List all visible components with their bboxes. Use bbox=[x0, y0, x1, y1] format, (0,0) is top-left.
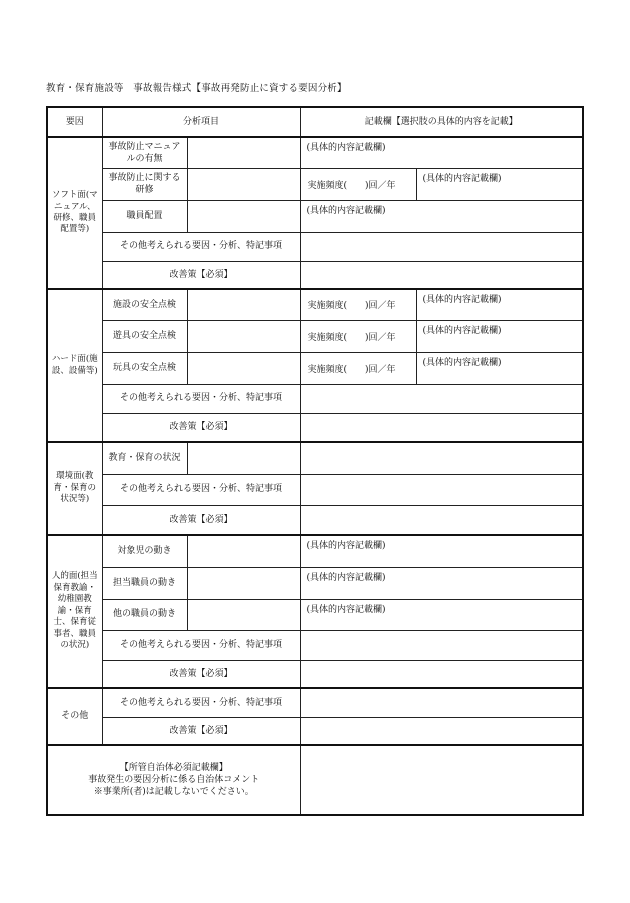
soft-staffing-detail[interactable] bbox=[300, 200, 583, 232]
soft-training-frequency[interactable]: 実施頻度( )回／年 bbox=[300, 168, 416, 200]
other-improve-input[interactable] bbox=[300, 717, 583, 745]
hard-other-label: その他考えられる要因・分析、特記事項 bbox=[102, 384, 300, 413]
human-improve-input[interactable] bbox=[300, 660, 583, 688]
detail-label: (具体的内容記載欄) bbox=[306, 143, 386, 153]
soft-row-manual bbox=[47, 137, 583, 168]
hard-facility-frequency[interactable]: 実施頻度( )回／年 bbox=[300, 289, 416, 320]
hard-toys-detail[interactable] bbox=[416, 352, 583, 384]
soft-training-detail[interactable] bbox=[416, 168, 583, 200]
hard-facility-detail[interactable] bbox=[416, 289, 583, 320]
hard-item-playground: 遊具の安全点検 bbox=[102, 320, 187, 352]
env-other-input[interactable] bbox=[300, 474, 583, 505]
hard-toys-frequency[interactable]: 実施頻度( )回／年 bbox=[300, 352, 416, 384]
soft-staffing-select[interactable] bbox=[187, 200, 300, 232]
human-others-select[interactable] bbox=[187, 599, 300, 630]
human-staff-select[interactable] bbox=[187, 567, 300, 599]
detail-label: (具体的内容記載欄) bbox=[306, 604, 386, 615]
human-row-other bbox=[47, 630, 583, 660]
hard-row-improve bbox=[47, 413, 583, 442]
other-other-input[interactable] bbox=[300, 688, 583, 717]
hard-row-playground bbox=[47, 320, 583, 352]
hard-toys-select[interactable] bbox=[187, 352, 300, 384]
other-row-improve bbox=[47, 717, 583, 745]
detail-label: (具体的内容記載欄) bbox=[306, 205, 386, 216]
other-factor-label: その他 bbox=[47, 688, 102, 745]
soft-improve-label: 改善策【必須】 bbox=[102, 261, 300, 289]
soft-improve-input[interactable] bbox=[300, 261, 583, 289]
other-other-label: その他考えられる要因・分析、特記事項 bbox=[102, 688, 300, 717]
detail-label: (具体的内容記載欄) bbox=[422, 295, 502, 305]
hard-factor-label: ハード面(施設、設備等) bbox=[47, 289, 102, 442]
human-other-label: その他考えられる要因・分析、特記事項 bbox=[102, 630, 300, 660]
municipality-label bbox=[47, 745, 300, 815]
human-improve-label: 改善策【必須】 bbox=[102, 660, 300, 688]
human-item-child: 対象児の動き bbox=[102, 535, 187, 567]
soft-training-select[interactable] bbox=[187, 168, 300, 200]
human-child-select[interactable] bbox=[187, 535, 300, 567]
hard-playground-frequency[interactable]: 実施頻度( )回／年 bbox=[300, 320, 416, 352]
other-row-other bbox=[47, 688, 583, 717]
hard-facility-select[interactable] bbox=[187, 289, 300, 320]
human-child-detail[interactable] bbox=[300, 535, 583, 567]
other-improve-label: 改善策【必須】 bbox=[102, 717, 300, 745]
human-row-others bbox=[47, 599, 583, 630]
human-row-child bbox=[47, 535, 583, 567]
municipality-comment-input[interactable] bbox=[300, 745, 583, 815]
env-improve-input[interactable] bbox=[300, 505, 583, 535]
detail-label: (具体的内容記載欄) bbox=[422, 325, 502, 336]
env-factor-label: 環境面(教育・保育の状況等) bbox=[47, 442, 102, 535]
header-analysis-items: 分析項目 bbox=[102, 107, 300, 137]
soft-item-staffing: 職員配置 bbox=[102, 200, 187, 232]
env-row-other bbox=[47, 474, 583, 505]
header-row bbox=[47, 107, 583, 137]
env-improve-label: 改善策【必須】 bbox=[102, 505, 300, 535]
soft-other-input[interactable] bbox=[300, 232, 583, 261]
human-others-detail[interactable] bbox=[300, 599, 583, 630]
env-status-detail[interactable] bbox=[300, 442, 583, 474]
human-factor-label: 人的面(担当保育教諭・幼稚園教諭・保育士、保育従事者、職員の状況) bbox=[47, 535, 102, 688]
header-entry-column: 記載欄【選択肢の具体的内容を記載】 bbox=[300, 107, 583, 137]
document-title: 教育・保育施設等 事故報告様式【事故再発防止に資する要因分析】 bbox=[46, 83, 347, 94]
soft-item-training: 事故防止に関する研修 bbox=[102, 168, 187, 200]
human-row-improve bbox=[47, 660, 583, 688]
hard-playground-detail[interactable] bbox=[416, 320, 583, 352]
detail-label: (具体的内容記載欄) bbox=[306, 541, 386, 551]
human-other-input[interactable] bbox=[300, 630, 583, 660]
soft-factor-label: ソフト面(マニュアル、研修、職員配置等) bbox=[47, 137, 102, 289]
hard-item-facility: 施設の安全点検 bbox=[102, 289, 187, 320]
env-other-label: その他考えられる要因・分析、特記事項 bbox=[102, 474, 300, 505]
human-item-others: 他の職員の動き bbox=[102, 599, 187, 630]
soft-row-training bbox=[47, 168, 583, 200]
soft-manual-select[interactable] bbox=[187, 137, 300, 168]
hard-row-toys bbox=[47, 352, 583, 384]
hard-row-facility bbox=[47, 289, 583, 320]
soft-row-improve bbox=[47, 261, 583, 289]
hard-improve-input[interactable] bbox=[300, 413, 583, 442]
soft-manual-detail[interactable] bbox=[300, 137, 583, 168]
detail-label: (具体的内容記載欄) bbox=[422, 173, 502, 184]
detail-label: (具体的内容記載欄) bbox=[422, 357, 502, 368]
hard-improve-label: 改善策【必須】 bbox=[102, 413, 300, 442]
soft-row-staffing bbox=[47, 200, 583, 232]
env-status-select[interactable] bbox=[187, 442, 300, 474]
municipality-line1: 【所管自治体必須記載欄】 bbox=[119, 762, 228, 773]
hard-row-other bbox=[47, 384, 583, 413]
hard-other-input[interactable] bbox=[300, 384, 583, 413]
hard-playground-select[interactable] bbox=[187, 320, 300, 352]
municipality-line2: 事故発生の要因分析に係る自治体コメント bbox=[88, 774, 260, 785]
env-row-improve bbox=[47, 505, 583, 535]
env-row-status bbox=[47, 442, 583, 474]
detail-label: (具体的内容記載欄) bbox=[306, 572, 386, 583]
soft-other-label: その他考えられる要因・分析、特記事項 bbox=[102, 232, 300, 261]
header-factor: 要因 bbox=[47, 107, 102, 137]
env-item-status: 教育・保育の状況 bbox=[102, 442, 187, 474]
municipality-line3: ※事業所(者)は記載しないでください。 bbox=[93, 787, 254, 798]
soft-item-manual: 事故防止マニュアルの有無 bbox=[102, 137, 187, 168]
hard-item-toys: 玩具の安全点検 bbox=[102, 352, 187, 384]
soft-row-other bbox=[47, 232, 583, 261]
human-staff-detail[interactable] bbox=[300, 567, 583, 599]
human-item-staff: 担当職員の動き bbox=[102, 567, 187, 599]
human-row-staff bbox=[47, 567, 583, 599]
analysis-table bbox=[46, 106, 584, 816]
municipality-row bbox=[47, 745, 583, 815]
